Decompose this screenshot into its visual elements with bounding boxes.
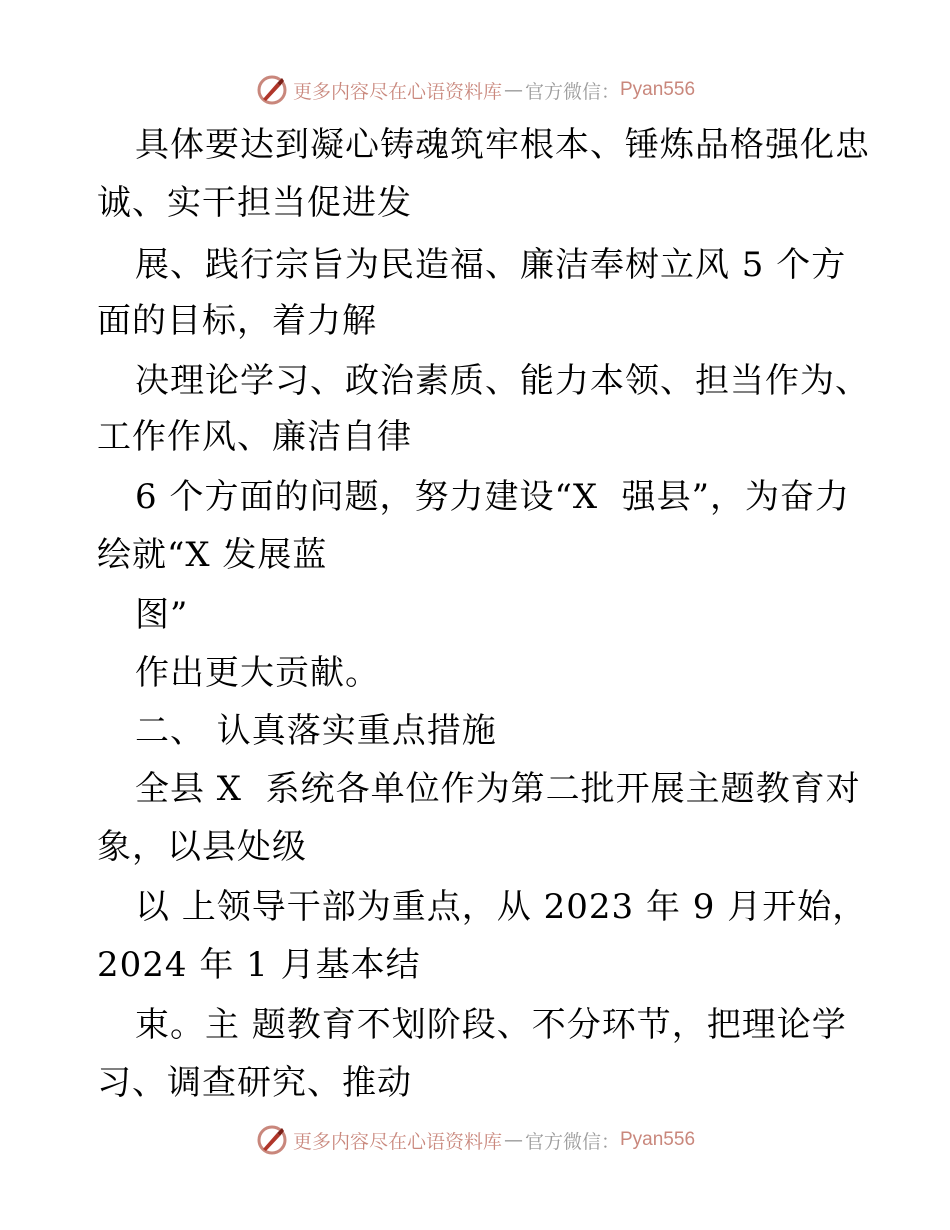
pen-logo-icon bbox=[255, 73, 289, 107]
text-line: 全县 X 系统各单位作为第二批开展主题教育对 bbox=[135, 769, 861, 809]
text-line: 诚、实干担当促进发 bbox=[97, 183, 412, 223]
text-line: 习、调查研究、推动 bbox=[97, 1063, 412, 1103]
text-line: 面的目标，着力解 bbox=[97, 301, 377, 341]
text-line: 作出更大贡献。 bbox=[135, 653, 380, 693]
text-line: 具体要达到凝心铸魂筑牢根本、锤炼品格强化忠 bbox=[135, 125, 870, 165]
text-line: 2024 年 1 月基本结 bbox=[97, 945, 421, 985]
watermark-wechat-id: Pyan556 bbox=[620, 1129, 696, 1150]
watermark-header bbox=[0, 70, 950, 110]
text-line: 工作作风、廉洁自律 bbox=[97, 417, 412, 457]
watermark-footer bbox=[0, 1120, 950, 1160]
watermark-main-text: 更多内容尽在心语资料库 bbox=[292, 80, 502, 103]
section-heading: 二、 认真落实重点措施 bbox=[135, 711, 497, 751]
watermark-dash: — bbox=[503, 79, 523, 101]
text-line: 决理论学习、政治素质、能力本领、担当作为、 bbox=[135, 361, 870, 401]
watermark-wechat-id: Pyan556 bbox=[620, 79, 696, 100]
text-line: 以 上领导干部为重点，从 2023 年 9 月开始， bbox=[135, 887, 868, 927]
text-line: 6 个方面的问题，努力建设“X 强县”，为奋力 bbox=[135, 477, 851, 517]
watermark-sub-text: 官方微信： bbox=[524, 1130, 620, 1153]
text-line: 束。主 题教育不划阶段、不分环节，把理论学 bbox=[135, 1005, 847, 1045]
text-line: 象，以县处级 bbox=[97, 827, 307, 867]
text-line: 图” bbox=[135, 595, 189, 635]
watermark-sub-text: 官方微信： bbox=[524, 80, 620, 103]
text-line: 展、践行宗旨为民造福、廉洁奉树立风 5 个方 bbox=[135, 245, 847, 285]
watermark-dash: — bbox=[503, 1129, 523, 1151]
text-line: 绘就“X 发展蓝 bbox=[97, 535, 328, 575]
pen-logo-icon bbox=[255, 1123, 289, 1157]
watermark-main-text: 更多内容尽在心语资料库 bbox=[292, 1130, 502, 1153]
